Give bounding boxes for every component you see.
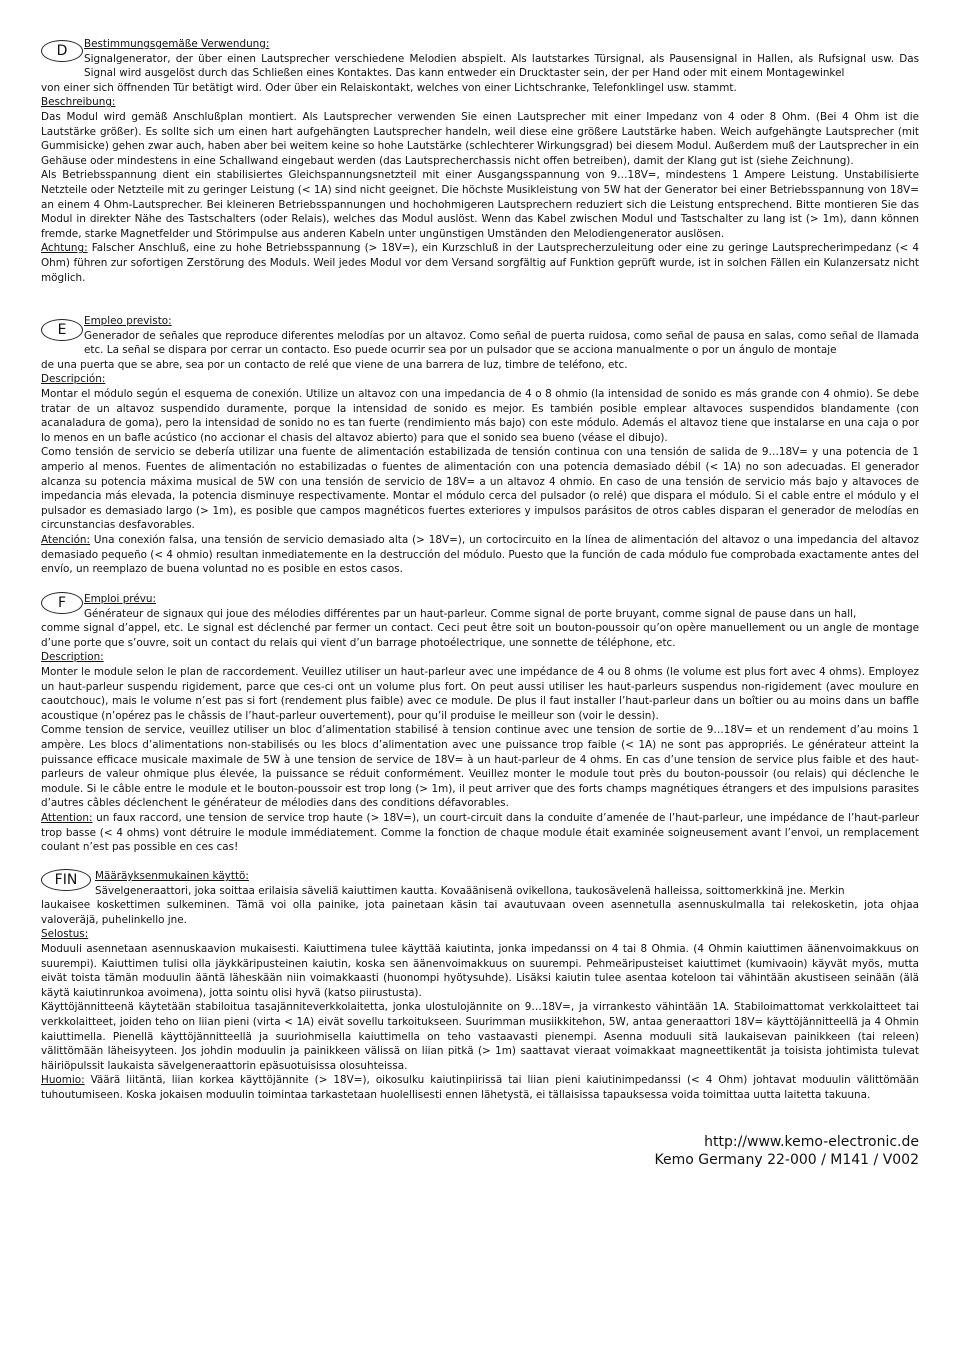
section-german (41, 37, 919, 285)
language-badge-de: D (41, 40, 83, 62)
description-paragraph-2-fr: Comme tension de service, veuillez utiliser un bloc d’alimentation stabilisé à tension continue avec une tension de sortie de 9…18V= et un rendement d’au moins 1 ampère. Les blocs d’alimentations non-stabilisés ou les blocs d’alimentation avec une puissance trop faible (< 1A) ne sont pas appropriés. Le générateur atteint la puissance efficace musicale maximale de 5W à une tension de service de 18V= à un haut-parleur de 4 ohms. En cas d’une tension de service plus faible et des haut-parleurs de valeur ohmique plus élevée, la puissance se réduit conformément. Veuillez monter le module tout près du bouton-poussoir (ou relais) qui déclenche le module. Si le câble entre le module et le bouton-poussoir est trop long (> 1m), il peut arriver que des forts champs magnétiques étrangers et des impulsions parasites d’autres câbles déclenchent le générateur de mélodies dans des conditions défavorables. (41, 724, 919, 810)
warning-de (41, 241, 919, 285)
description-heading-fr: Description: (41, 651, 104, 664)
description-paragraph-1-fin: Moduuli asennetaan asennuskaavion mukaisesti. Kaiuttimena tulee käyttää kaiutinta, jonka impedanssi on 4 tai 8 Ohmia. (4 Ohmin kaiuttimen äänenvoimakkuus on suurempi). Kaiuttimen tulisi olla jäykkäripusteinen kaiutin, koska sen äänenvoimakkuus on suurempi. Pehmeäripusteiset kaiuttimet (kumivaoin) käyvät myös, mutta eivät toista tämän moduulin ääntä läheskään niin voimakkaasti (huonompi hyötysuhde). Lisäksi kaiutin tulee asentaa koteloon tai vähintään akustiseen seinään (älä käytä kaiutinrunkoa avoimena), jotta sointu olisi hyvä (katso piirustusta). (41, 942, 919, 999)
warning-text-de: Falscher Anschluß, eine zu hohe Betriebsspannung (> 18V=), ein Kurzschluß in der Lautsprecherzuleitung oder eine zu geringe Lautsprecherimpedanz (< 4 Ohm) führen zur sofortigen Zerstörung des Moduls. Weil jedes Modul vor dem Versand sorgfältig auf Funktion geprüft wurde, ist in solchen Fällen ein Kulanzersatz nicht möglich. (41, 242, 919, 284)
section-spanish (41, 314, 919, 577)
description-heading-es: Descripción: (41, 373, 106, 386)
usage-heading-fr: Emploi prévu: (84, 593, 156, 605)
language-badge-fin: FIN (41, 869, 91, 891)
warning-fin (41, 1073, 919, 1102)
description-paragraph-1-fr: Monter le module selon le plan de raccordement. Veuillez utiliser un haut-parleur avec une impédance de 4 ou 8 ohms (le volume est plus fort avec 4 ohms). Employez un haut-parleur suspendu rigidement, parce que ces-ci ont un volume plus fort. On peut aussi utiliser les haut-parleurs suspendus non-rigidement (avec moulure en caoutchouc), mais le volume n’est pas si fort (rendement plus faible) avec ce module. De plus il faut installer l’haut-parleur dans un boîtier ou au moins dans un baffle acoustique (n’opérez pas le châssis de l’haut-parleur ouvertement), pour qu’il produise le meilleur son (voir le dessin). (41, 665, 919, 722)
language-badge-fr: F (41, 592, 83, 614)
footer-url-link[interactable]: http://www.kemo-electronic.de (704, 1134, 919, 1150)
section-finnish (41, 869, 919, 1103)
warning-es (41, 533, 919, 577)
usage-text-cont-es: de una puerta que se abre, sea por un contacto de relé que viene de una barrera de luz, timbre de teléfono, etc. (41, 358, 628, 371)
description-paragraph-2-es: Como tensión de servicio se debería utilizar una fuente de alimentación estabilizada de tensión continua con una tensión de salida de 9…18V= y una potencia de 1 amperio al menos. Fuentes de alimentación no estabilizadas o fuentes de alimentación con una potencia demasiado débil (< 1A) no son adecuadas. El generador alcanza su potencia máxima musical de 5W con una tensión de servicio de 18V= a un altavoz 4 ohmio. En caso de una tensión de servicio más bajo y altavoces de impedancia más elevada, la potencia disminuye respectivamente. Montar el módulo cerca del pulsador (o relé) que dispara el módulo. Si el cable entre el módulo y el pulsador es demasiado largo (> 1m), es posible que campos magnéticos fuertes exteriores y impulsos parásitos de otros cables disparan el generador de melodías en circunstancias desfavorables. (41, 446, 919, 532)
warning-label-de: Achtung: (41, 242, 88, 255)
usage-text-fin: Sävelgeneraattori, joka soittaa erilaisia säveliä kaiuttimen kautta. Kovaäänisenä ovikellona, taukosävelenä halleissa, soittomerkkinä jne. Merkin (95, 884, 845, 897)
usage-text-de: Signalgenerator, der über einen Lautsprecher verschiedene Melodien abspielt. Als lautstarkes Türsignal, als Pausensignal in Hallen, als Rufsignal usw. Das Signal wird ausgelöst durch das Schließen eines Kontaktes. Das kann entweder ein Drucktaster sein, der per Hand oder mit einem Montagewinkel (84, 52, 919, 80)
usage-heading-es: Empleo previsto: (84, 315, 172, 327)
usage-text-fr: Générateur de signaux qui joue des mélodies différentes par un haut-parleur. Comme signal de porte bruyant, comme signal de pause dans un hall, (84, 607, 857, 620)
description-paragraph-1-de: Das Modul wird gemäß Anschlußplan montiert. Als Lautsprecher verwenden Sie einen Lautsprecher mit einer Impedanz von 4 oder 8 Ohm. (Bei 4 Ohm ist die Lautstärke größer). Es sollte sich um einen hart aufgehängten Lautsprecher handeln, weil diese eine größere Lautstärke haben. Weich aufgehängte Lautsprecher (mit Gummisicke) gehen zwar auch, haben aber bei weitem keine so hohe Lautstärke (schlechterer Wirkungsgrad) bei diesem Modul. Außerdem muß der Lautsprecher in ein Gehäuse oder mindestens in eine Schallwand eingebaut werden (das Lautsprecherchassis nicht offen betreiben), damit der Klang gut ist (siehe Zeichnung). (41, 110, 919, 167)
footer (655, 1133, 919, 1169)
warning-label-fr: Attention: (41, 811, 93, 824)
usage-text-cont-fr: comme signal d’appel, etc. Le signal est déclenché par fermer un contact. Ceci peut être soit un bouton-poussoir qu’on opère manuellement ou un angle de montage d’une porte que s’ouvre, soit un contact du relais qui vient d’un barrage photoélectrique, une sonnette de téléphone, etc. (41, 622, 919, 649)
description-heading-fin: Selostus: (41, 928, 89, 941)
description-paragraph-1-es: Montar el módulo según el esquema de conexión. Utilize un altavoz con una impedancia de 4 o 8 ohmio (la intensidad de sonido es más grande con 4 ohmio). Se debe tratar de un altavoz suspendido duramente, porque la intensidad de sonido es mejor. Es también posible emplear altavoces suspendidos blandamente (con acanaladura de goma), pero la intensidad de sonido no es tan fuerte (rendimiento más bajo) con este módulo. Además el altavoz tiene que instalarse en una caja o por lo menos en un bafle acústico (no accionar el chasis del altavoz abierto) para que el sonido sea bueno (véase el dibujo). (41, 387, 919, 444)
usage-text-cont-de: von einer sich öffnenden Tür betätigt wird. Oder über ein Relaiskontakt, welches von einer Lichtschranke, Telefonklingel usw. stammt. (41, 81, 737, 94)
section-french (41, 592, 919, 855)
warning-text-es: Una conexión falsa, una tensión de servicio demasiado alta (> 18V=), un cortocircuito en la línea de alimentación del altavoz o una impedancia del altavoz demasiado pequeño (< 4 ohmio) resultan inmediatemente en la destrucción del módulo. Puesto que la función de cada módulo fue comprobada exactamente antes del envío, un reemplazo de buena voluntad no es posible en estos casos. (41, 533, 919, 576)
warning-text-fr: un faux raccord, une tension de service trop haute (> 18V=), un court-circuit dans la conduite d’amenée de l’haut-parleur, une impédance de l’haut-parleur trop basse (< 4 ohms) vont détruire le module immédiatement. Comme la fonction de chaque module était examinée soigneusement avant l’envoi, un remplacement coulant n’est pas possible en ces cas! (41, 811, 919, 854)
language-badge-es: E (41, 319, 83, 341)
usage-text-cont-fin: laukaisee koskettimen sulkeminen. Tämä voi olla painike, jota painetaan käsin tai avautuvaan oveen asennetulla asennuskulmalla tai relekosketin, jota ohjaa valoveräjä, puhelinkello jne. (41, 899, 919, 926)
usage-heading-fin: Määräyksenmukainen käyttö: (95, 870, 249, 882)
footer-product-code: Kemo Germany 22-000 / M141 / V002 (654, 1152, 919, 1168)
warning-text-fin: Väärä liitäntä, liian korkea käyttöjännite (> 18V=), oikosulku kaiutinpiirissä tai liian pieni kaiutinimpedanssi (< 4 Ohm) johtavat moduulin välittömään tuhoutumiseen. Koska jokaisen moduulin toimintaa tarkastetaan huolellisesti ennen lähetystä, ei tällaisissa tapauksessa voida toimittaa uutta laitetta takuuna. (41, 1074, 919, 1101)
warning-label-es: Atención: (41, 533, 91, 546)
description-paragraph-2-fin: Käyttöjännitteenä käytetään stabiloitua tasajänniteverkkolaitetta, jonka ulostulojännite on 9…18V=, ja virrankesto vähintään 1A. Stabiloimattomat verkkolaitteet tai verkkolaitteet, joiden teho on liian pieni (virta < 1A) eivät sovellu tarkoitukseen. Suurimman musiikkitehon, 5W, antaa generaattori 18V= käyttöjännitteellä ja 4 Ohmin kaiuttimella. Pienellä käyttöjännitteellä ja suuriohmisella kaiuttimella on teho vastaavasti pienempi. Asenna moduuli sitä laukaisevan painikkeen (tai releen) välittömään läheisyyteen. Jos johdin moduulin ja painikkeen välissä on liian pitkä (> 1m) saattavat vieraat voimakkaat magneettikentät ja toisista johtimista tulevat häiriöpulssit laukaista sävelgeneraattorin epäsuotuisissa olosuhteissa. (41, 1001, 919, 1072)
description-heading-de: Beschreibung: (41, 96, 116, 109)
warning-fr (41, 811, 919, 855)
description-paragraph-2-de: Als Betriebsspannung dient ein stabilisiertes Gleichspannungsnetzteil mit einer Ausgangsspannung von 9…18V=, mindestens 1 Ampere Leistung. Unstabilisierte Netzteile oder Netzteile mit zu geringer Leistung (< 1A) sind nicht geeignet. Die höchste Musikleistung von 5W hat der Generator bei einer Betriebsspannung von 18V= an einem 4 Ohm-Lautsprecher. Bei kleineren Betriebsspannungen und hochohmigeren Lautsprechern reduziert sich die Leistung entsprechend. Bitte montieren Sie das Modul in direkter Nähe des Tastschalters (oder Relais), welches das Modul auslöst. Wenn das Kabel zwischen Modul und Tastschalter zu lang ist (> 1m), dann können fremde, starke Magnetfelder und Störimpulse aus anderen Kabeln unter ungünstigen Umständen den Melodiengenerator auslösen. (41, 169, 919, 240)
usage-heading-de: Bestimmungsgemäße Verwendung: (84, 38, 270, 50)
usage-text-es: Generador de señales que reproduce diferentes melodías por un altavoz. Como señal de puerta ruidosa, como señal de pausa en salas, como señal de llamada etc. La señal se dispara por cerrar un contacto. Eso puede ocurrir sea por un pulsador que se acciona manualmente o por un ángulo de montaje (84, 329, 919, 357)
warning-label-fin: Huomio: (41, 1074, 85, 1087)
